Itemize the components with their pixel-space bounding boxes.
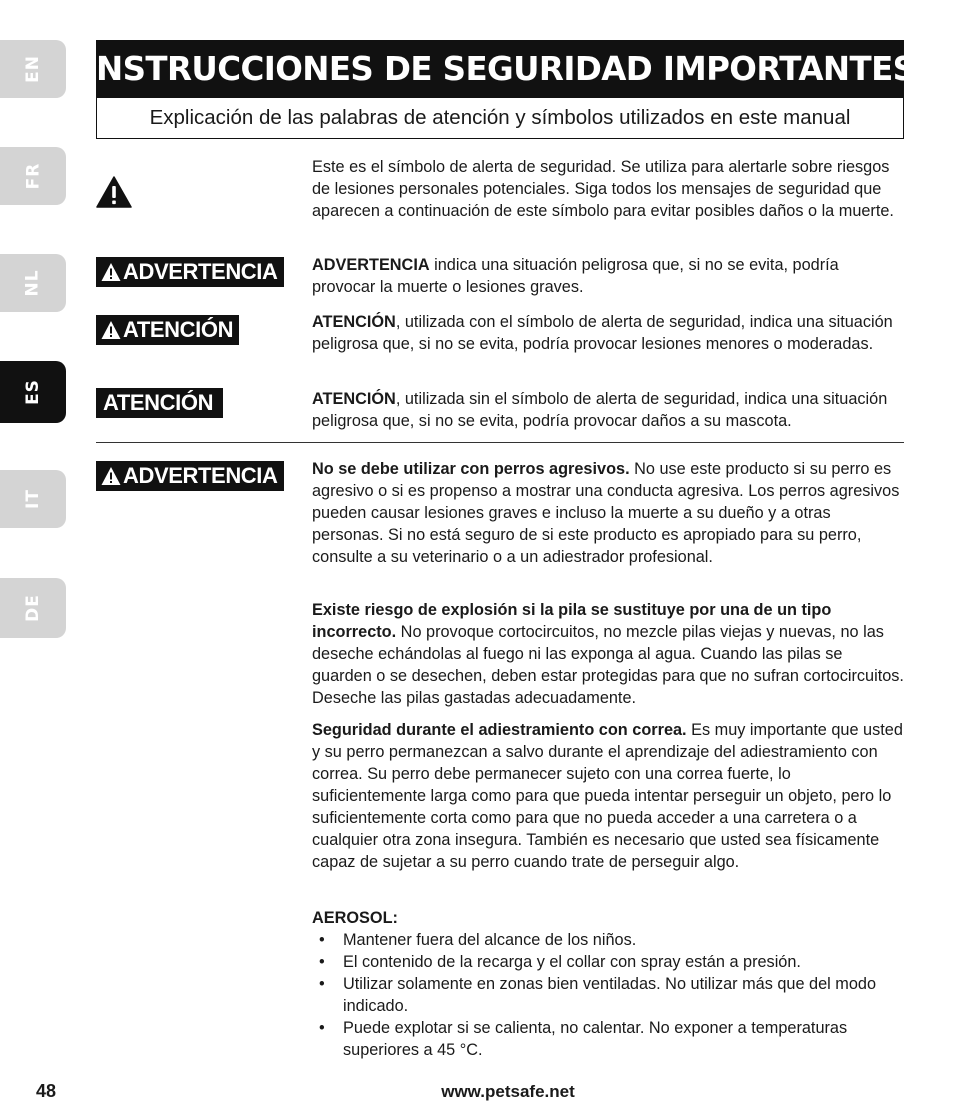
lang-tab-label: FR xyxy=(22,162,43,190)
aerosol-list xyxy=(312,929,906,1061)
aerosol-heading: AEROSOL: xyxy=(312,909,398,927)
lang-tab-en[interactable] xyxy=(0,40,66,98)
atencion-symbol-text: , utilizada con el símbolo de alerta de seguridad, indica una situación peligrosa que, si no se evita, podría provocar lesiones menores o moderadas. xyxy=(312,313,893,353)
advertencia-term: ADVERTENCIA xyxy=(312,256,430,274)
lang-tab-nl[interactable] xyxy=(0,254,66,312)
page-title: INSTRUCCIONES DE SEGURIDAD IMPORTANTES xyxy=(84,50,916,88)
advertencia-label xyxy=(96,257,284,287)
warning-section-label-text: ADVERTENCIA xyxy=(123,463,278,488)
paragraph-heading: No se debe utilizar con perros agresivos. xyxy=(312,460,630,478)
warning-paragraph-leash xyxy=(312,719,906,873)
atencion-plain-label-text: ATENCIÓN xyxy=(103,390,214,415)
paragraph-text: No use este producto si su perro es agresivo o si es propenso a mostrar una conducta agresiva. Los perros agresivos pueden causar lesiones graves e incluso la muerte a su dueño y a otras personas. Si no está seguro de si este producto es apropiado para su perro, consulte a su veterinario o a un adiestrador profesional. xyxy=(312,460,900,566)
atencion-symbol-label-text: ATENCIÓN xyxy=(123,317,234,342)
alert-symbol-description: Este es el símbolo de alerta de seguridad. Se utiliza para alertarle sobre riesgos de lesiones personales potenciales. Siga todos los mensajes de seguridad que aparecen a continuación de este símbolo para evitar posibles daños o la muerte. xyxy=(312,158,894,220)
lang-tab-label: DE xyxy=(22,594,43,622)
paragraph-text: Es muy importante que usted y su perro permanezcan a salvo durante el aprendizaje del adiestramiento con correa. Su perro debe permanecer sujeto con una correa fuerte, lo suficientemente larga como para que pueda intentar perseguir un objeto, pero lo suficientemente corta como para que no pueda acceder a una carretera o a cualquier otra zona insegura. También es necesario que usted sea físicamente capaz de sujetar a su perro cuando trate de perseguir algo. xyxy=(312,721,903,871)
atencion-symbol-description xyxy=(312,311,906,355)
lang-tab-fr[interactable] xyxy=(0,147,66,205)
aerosol-block xyxy=(312,907,906,1061)
list-item: • Mantener fuera del alcance de los niños. xyxy=(312,929,906,951)
lang-tab-label: NL xyxy=(23,269,43,297)
lang-tab-es[interactable] xyxy=(0,361,66,423)
page-subtitle: Explicación de las palabras de atención y símbolos utilizados en este manual xyxy=(96,98,904,139)
warning-paragraph-aggressive-dogs xyxy=(312,458,906,568)
warning-triangle-icon xyxy=(96,176,132,208)
list-item: • Utilizar solamente en zonas bien ventiladas. No utilizar más que del modo indicado. xyxy=(312,973,906,1017)
paragraph-text: No provoque cortocircuitos, no mezcle pilas viejas y nuevas, no las deseche echándolas al fuego ni las exponga al agua. Cuando las pilas se guarden o se desechen, deben estar protegidas para que no sufran cortocircuitos. Deseche las pilas gastadas adecuadamente. xyxy=(312,623,904,707)
atencion-plain-term: ATENCIÓN xyxy=(312,390,396,408)
warning-section-label xyxy=(96,461,284,491)
footer-url[interactable]: www.petsafe.net xyxy=(441,1082,575,1101)
atencion-plain-text: , utilizada sin el símbolo de alerta de seguridad, indica una situación peligrosa que, si no se evita, podría provocar daños a su mascota. xyxy=(312,390,888,430)
section-divider xyxy=(96,442,904,443)
warning-triangle-icon xyxy=(101,320,121,340)
title-banner xyxy=(84,40,916,98)
atencion-plain-label xyxy=(96,388,223,418)
paragraph-heading: Existe riesgo de explosión si la pila se sustituye por una de un tipo incorrecto. xyxy=(312,601,832,641)
atencion-plain-description xyxy=(312,388,906,432)
warning-triangle-icon xyxy=(101,466,121,486)
lang-tab-it[interactable] xyxy=(0,470,66,528)
lang-tab-label: EN xyxy=(23,55,43,83)
lang-tab-label: ES xyxy=(22,379,43,405)
lang-tab-label: IT xyxy=(22,489,43,509)
warning-triangle-icon xyxy=(101,262,121,282)
lang-tab-de[interactable] xyxy=(0,578,66,638)
advertencia-label-text: ADVERTENCIA xyxy=(123,259,278,284)
list-item: • El contenido de la recarga y el collar con spray están a presión. xyxy=(312,951,906,973)
list-item: • Puede explotar si se calienta, no calentar. No exponer a temperaturas superiores a 45 °C. xyxy=(312,1017,906,1061)
paragraph-heading: Seguridad durante el adiestramiento con correa. xyxy=(312,721,687,739)
page-number: 48 xyxy=(36,1081,57,1101)
advertencia-description xyxy=(312,254,906,298)
warning-paragraph-battery xyxy=(312,599,906,709)
atencion-symbol-term: ATENCIÓN xyxy=(312,313,396,331)
advertencia-text: indica una situación peligrosa que, si no se evita, podría provocar la muerte o lesiones graves. xyxy=(312,256,839,296)
atencion-symbol-label xyxy=(96,315,239,345)
